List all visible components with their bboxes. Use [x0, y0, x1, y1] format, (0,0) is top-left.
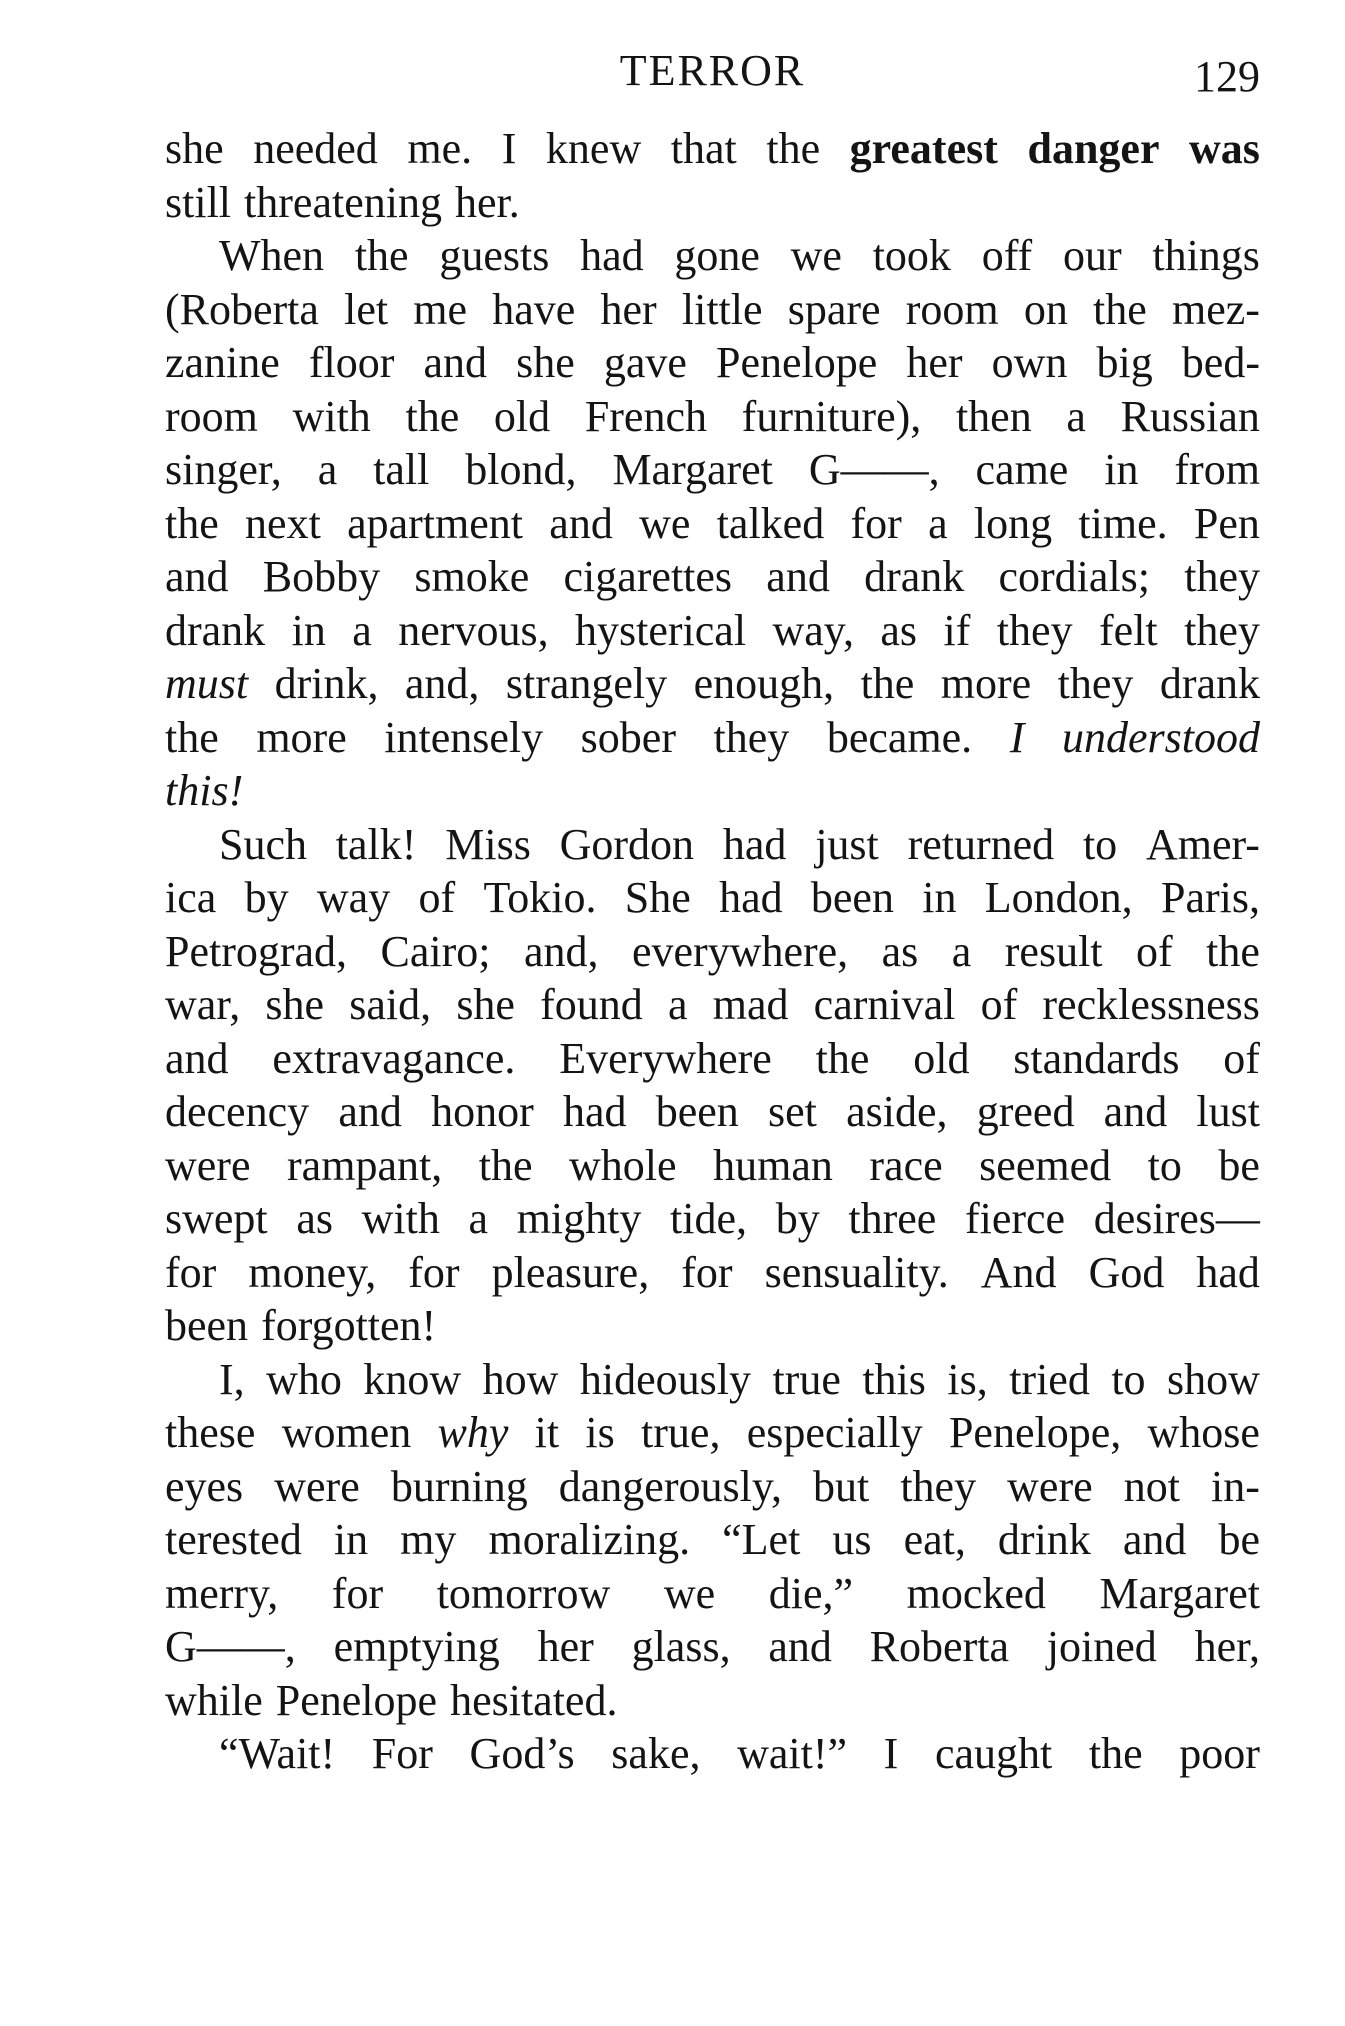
word: of [1136, 926, 1173, 976]
word: they [900, 1461, 977, 1511]
word: recklessness [1042, 980, 1260, 1029]
word: G——, [808, 445, 940, 494]
word: ica [165, 873, 217, 922]
word: lust [1196, 1087, 1260, 1136]
word: a [1066, 391, 1086, 441]
word: the [766, 124, 821, 173]
word: Tokio. [483, 873, 597, 922]
word: drank [165, 605, 266, 655]
word: merry, [165, 1568, 279, 1618]
text-line [165, 764, 1260, 818]
word: Penelope [275, 1675, 438, 1725]
word: way, [772, 605, 854, 655]
word: from [1174, 445, 1260, 494]
word: be [1218, 1140, 1260, 1190]
word: fierce [964, 1194, 1066, 1243]
word: hesitated. [450, 1675, 618, 1725]
word: a [928, 498, 948, 548]
word: must [165, 659, 249, 708]
word: eyes [165, 1461, 244, 1511]
word: strangely [505, 659, 668, 708]
word: Roberta [869, 1622, 1009, 1671]
word: drink, [274, 659, 379, 708]
word: Cairo; [380, 926, 491, 976]
word: nervous, [398, 605, 549, 655]
word: to [1147, 1140, 1182, 1190]
word: way [316, 873, 391, 922]
word: and, [523, 926, 599, 976]
word: that [670, 124, 737, 173]
word: especially [746, 1408, 923, 1457]
word: off [981, 231, 1033, 280]
word: Margaret [1099, 1568, 1260, 1618]
word: moralizing. [488, 1515, 691, 1564]
text-line [165, 550, 1260, 604]
word: Penelope [715, 338, 878, 387]
word: Pen [1193, 498, 1260, 548]
word: singer, [165, 445, 282, 494]
word: in [922, 873, 957, 922]
word: mez- [1171, 284, 1260, 334]
word: talk! [335, 819, 417, 869]
text-line [165, 1192, 1260, 1246]
word: still [165, 177, 232, 227]
word: the [1206, 926, 1260, 976]
word: she [165, 124, 224, 173]
word: her [537, 1622, 594, 1671]
word: as [880, 605, 918, 655]
word: this! [165, 766, 244, 815]
text-line [165, 1727, 1260, 1781]
word: bed- [1181, 338, 1260, 387]
word: I, [219, 1354, 245, 1404]
word: “Let [722, 1515, 801, 1564]
word: be [1218, 1515, 1260, 1564]
word: three [848, 1194, 937, 1243]
word: and [338, 1087, 402, 1136]
word: women [281, 1408, 412, 1457]
word: been [165, 1301, 249, 1350]
word: old [493, 391, 551, 441]
word: big [1096, 338, 1153, 387]
text-line [165, 1513, 1260, 1567]
word: hysterical [575, 605, 747, 655]
word: I [1009, 712, 1025, 762]
text-line [165, 1674, 1260, 1728]
word: they [996, 605, 1073, 655]
word: burning [390, 1461, 528, 1511]
word: a [317, 445, 338, 494]
word: our [1062, 231, 1122, 280]
word: honor [431, 1087, 534, 1136]
word: and [165, 552, 229, 601]
word: desires— [1093, 1194, 1260, 1243]
word: Bobby [262, 552, 381, 601]
word: whose [1147, 1408, 1260, 1457]
text-line [165, 1246, 1260, 1300]
word: me [413, 284, 468, 334]
word: had [562, 1087, 627, 1136]
word: tomorrow [436, 1568, 611, 1618]
word: Penelope, [948, 1408, 1122, 1457]
word: emptying [333, 1622, 500, 1671]
word: sake, [611, 1729, 701, 1778]
word: G——, [165, 1622, 296, 1671]
word: room [905, 284, 999, 334]
word: whole [569, 1140, 677, 1190]
word: next [245, 498, 321, 548]
word: When [219, 231, 325, 280]
word: in [1104, 445, 1139, 494]
word: result [1004, 926, 1103, 976]
word: I [883, 1729, 899, 1778]
word: mad [712, 980, 789, 1029]
body-text [165, 122, 1260, 1781]
word: of [418, 873, 456, 922]
word: who [266, 1354, 342, 1404]
text-line [165, 1353, 1260, 1407]
word: and [423, 338, 488, 387]
word: of [980, 980, 1018, 1029]
text-line [165, 711, 1260, 765]
text-line [165, 1139, 1260, 1193]
word: know [363, 1354, 462, 1404]
word: not [1123, 1461, 1180, 1511]
word: mocked [906, 1568, 1046, 1618]
word: the [405, 391, 460, 441]
word: joined [1046, 1622, 1157, 1671]
word: war, [165, 980, 241, 1029]
text-line [165, 1085, 1260, 1139]
word: took [872, 231, 951, 280]
word: London, [984, 873, 1133, 922]
word: said, [349, 980, 432, 1029]
word: cigarettes [563, 552, 733, 601]
word: with [292, 391, 371, 441]
text-line [165, 871, 1260, 925]
word: tall [373, 445, 430, 494]
text-line [165, 1299, 1260, 1353]
word: terested [165, 1515, 302, 1564]
word: we [790, 231, 842, 280]
word: me. [407, 124, 473, 173]
word: long [973, 498, 1053, 548]
text-line [165, 229, 1260, 283]
word: it [534, 1408, 560, 1457]
word: guests [439, 231, 550, 280]
word: in [333, 1515, 369, 1564]
word: her [600, 284, 657, 334]
word: hideously [579, 1354, 751, 1404]
word: set [768, 1087, 817, 1136]
word: and, [404, 659, 480, 708]
word: I [501, 124, 517, 173]
text-line [165, 283, 1260, 337]
word: For [371, 1729, 433, 1778]
word: true [772, 1354, 841, 1404]
text-line [165, 1620, 1260, 1674]
word: in- [1211, 1461, 1260, 1511]
word: this [862, 1354, 926, 1404]
word: why [437, 1408, 509, 1457]
word: Miss [445, 819, 531, 869]
text-line [165, 1032, 1260, 1086]
word: they [1184, 605, 1260, 655]
word: and [165, 1033, 229, 1083]
word: how [482, 1354, 559, 1404]
word: became. [826, 712, 973, 762]
word: her [906, 338, 963, 387]
word: And [980, 1247, 1057, 1297]
word: seemed [979, 1140, 1112, 1190]
text-line [165, 818, 1260, 872]
word: as [296, 1194, 333, 1243]
word: enough, [693, 659, 835, 708]
word: wait!” [737, 1729, 848, 1778]
word: greatest [849, 124, 998, 173]
text-line [165, 122, 1260, 176]
text-line [165, 1406, 1260, 1460]
word: greed [976, 1087, 1075, 1136]
word: drank [1159, 659, 1260, 708]
word: tide, [670, 1194, 748, 1243]
word: sober [580, 712, 676, 762]
word: Such [219, 819, 307, 869]
word: let [344, 284, 389, 334]
word: the [1093, 284, 1147, 334]
word: a [352, 605, 372, 655]
word: and [549, 498, 613, 548]
word: more [940, 659, 1032, 708]
word: true, [641, 1408, 721, 1457]
word: swept [165, 1194, 268, 1243]
word: found [540, 980, 643, 1029]
word: decency [165, 1087, 310, 1136]
word: aside, [846, 1087, 948, 1136]
word: money, [248, 1247, 377, 1297]
word: and [768, 1622, 832, 1671]
word: smoke [414, 552, 530, 601]
text-line [165, 978, 1260, 1032]
word: then [955, 391, 1032, 441]
word: die,” [768, 1568, 854, 1618]
word: apartment [347, 498, 524, 548]
word: blond, [465, 445, 577, 494]
word: Petrograd, [165, 926, 348, 976]
word: been [655, 1087, 739, 1136]
word: talked [716, 498, 825, 548]
word: drank [864, 552, 965, 601]
word: furniture), [741, 391, 922, 441]
text-line [165, 657, 1260, 711]
word: Gordon [559, 819, 695, 869]
word: and [1122, 1515, 1187, 1564]
word: were [165, 1140, 251, 1190]
word: the [860, 659, 915, 708]
word: and [766, 552, 830, 601]
word: tried [1009, 1354, 1090, 1404]
word: Amer- [1145, 819, 1260, 869]
word: the [478, 1140, 533, 1190]
word: mighty [516, 1194, 642, 1243]
word: God [1088, 1247, 1165, 1297]
word: old [913, 1033, 970, 1083]
word: a [468, 1194, 489, 1243]
word: she [456, 980, 515, 1029]
text-line [165, 443, 1260, 497]
text-line [165, 925, 1260, 979]
word: Everywhere [559, 1033, 772, 1083]
word: her. [454, 177, 520, 227]
word: my [400, 1515, 457, 1564]
word: “Wait! [219, 1729, 336, 1778]
word: she [516, 338, 575, 387]
word: own [991, 338, 1068, 387]
word: had [1196, 1247, 1260, 1297]
word: a [951, 926, 972, 976]
word: to [1111, 1354, 1146, 1404]
word: (Roberta [165, 284, 319, 334]
word: have [492, 284, 576, 334]
word: floor [308, 338, 395, 387]
word: carnival [813, 980, 956, 1029]
word: we [639, 498, 691, 548]
word: French [584, 391, 707, 441]
word: Russian [1120, 391, 1260, 441]
word: had [719, 873, 783, 922]
word: room [165, 391, 258, 441]
word: sensuality. [764, 1247, 949, 1297]
word: they [1184, 552, 1260, 601]
word: danger [1027, 124, 1160, 173]
word: with [361, 1194, 440, 1243]
chapter-title: TERROR [619, 46, 806, 95]
text-line [165, 1460, 1260, 1514]
word: and [1103, 1087, 1168, 1136]
word: eat, [903, 1515, 966, 1564]
word: caught [934, 1729, 1053, 1778]
word: more [256, 712, 347, 762]
word: had [722, 819, 787, 869]
text-line [165, 336, 1260, 390]
word: been [810, 873, 894, 922]
word: but [813, 1461, 870, 1511]
word: cordials; [998, 552, 1150, 601]
word: She [624, 873, 691, 922]
word: for [681, 1247, 733, 1297]
word: for [165, 1247, 217, 1297]
word: they [1057, 659, 1134, 708]
word: for [331, 1568, 384, 1618]
word: is, [947, 1354, 988, 1404]
word: of [1223, 1033, 1260, 1083]
word: needed [253, 124, 378, 173]
word: God’s [469, 1729, 575, 1778]
word: pleasure, [491, 1247, 650, 1297]
word: these [165, 1408, 256, 1457]
word: if [943, 605, 971, 655]
word: on [1023, 284, 1068, 334]
word: time. [1078, 498, 1168, 548]
word: the [165, 712, 219, 762]
word: the [165, 498, 219, 548]
word: they [713, 712, 790, 762]
word: is [585, 1408, 615, 1457]
word: rampant, [287, 1140, 443, 1190]
word: spare [787, 284, 881, 334]
word: threatening [244, 177, 442, 227]
word: to [1082, 819, 1118, 869]
word: the [354, 231, 409, 280]
text-line [165, 1567, 1260, 1621]
word: was [1189, 124, 1260, 173]
running-head [165, 40, 1260, 102]
word: for [408, 1247, 460, 1297]
word: while [165, 1675, 263, 1725]
text-line [165, 176, 1260, 230]
word: the [1088, 1729, 1143, 1778]
word: forgotten! [261, 1301, 437, 1350]
word: drink [997, 1515, 1091, 1564]
word: by [244, 873, 289, 922]
page-number: 129 [1194, 52, 1260, 101]
word: came [975, 445, 1069, 494]
word: standards [1013, 1033, 1180, 1083]
word: gone [674, 231, 760, 280]
word: the [815, 1033, 870, 1083]
word: little [681, 284, 763, 334]
word: things [1152, 231, 1260, 280]
word: just [815, 819, 879, 869]
word: a [668, 980, 688, 1029]
word: dangerously, [558, 1461, 782, 1511]
word: intensely [384, 712, 544, 762]
word: everywhere, [631, 926, 849, 976]
text-line [165, 604, 1260, 658]
word: returned [907, 819, 1055, 869]
word: human [713, 1140, 833, 1190]
word: by [775, 1194, 820, 1243]
word: poor [1179, 1729, 1260, 1778]
word: gave [603, 338, 687, 387]
word: we [663, 1568, 716, 1618]
word: extravagance. [272, 1033, 516, 1083]
word: zanine [165, 338, 280, 387]
word: as [881, 926, 919, 976]
word: in [291, 605, 326, 655]
word: felt [1099, 605, 1158, 655]
word: knew [545, 124, 642, 173]
word: for [850, 498, 902, 548]
word: show [1167, 1354, 1260, 1404]
word: her, [1194, 1622, 1260, 1671]
text-line [165, 390, 1260, 444]
word: she [265, 980, 325, 1029]
word: understood [1061, 712, 1260, 762]
word: Paris, [1160, 873, 1260, 922]
word: us [832, 1515, 872, 1564]
word: had [580, 231, 644, 280]
word: were [274, 1461, 360, 1511]
text-line [165, 497, 1260, 551]
word: were [1007, 1461, 1093, 1511]
word: Margaret [612, 445, 773, 494]
word: race [869, 1140, 943, 1190]
word: glass, [631, 1622, 731, 1671]
